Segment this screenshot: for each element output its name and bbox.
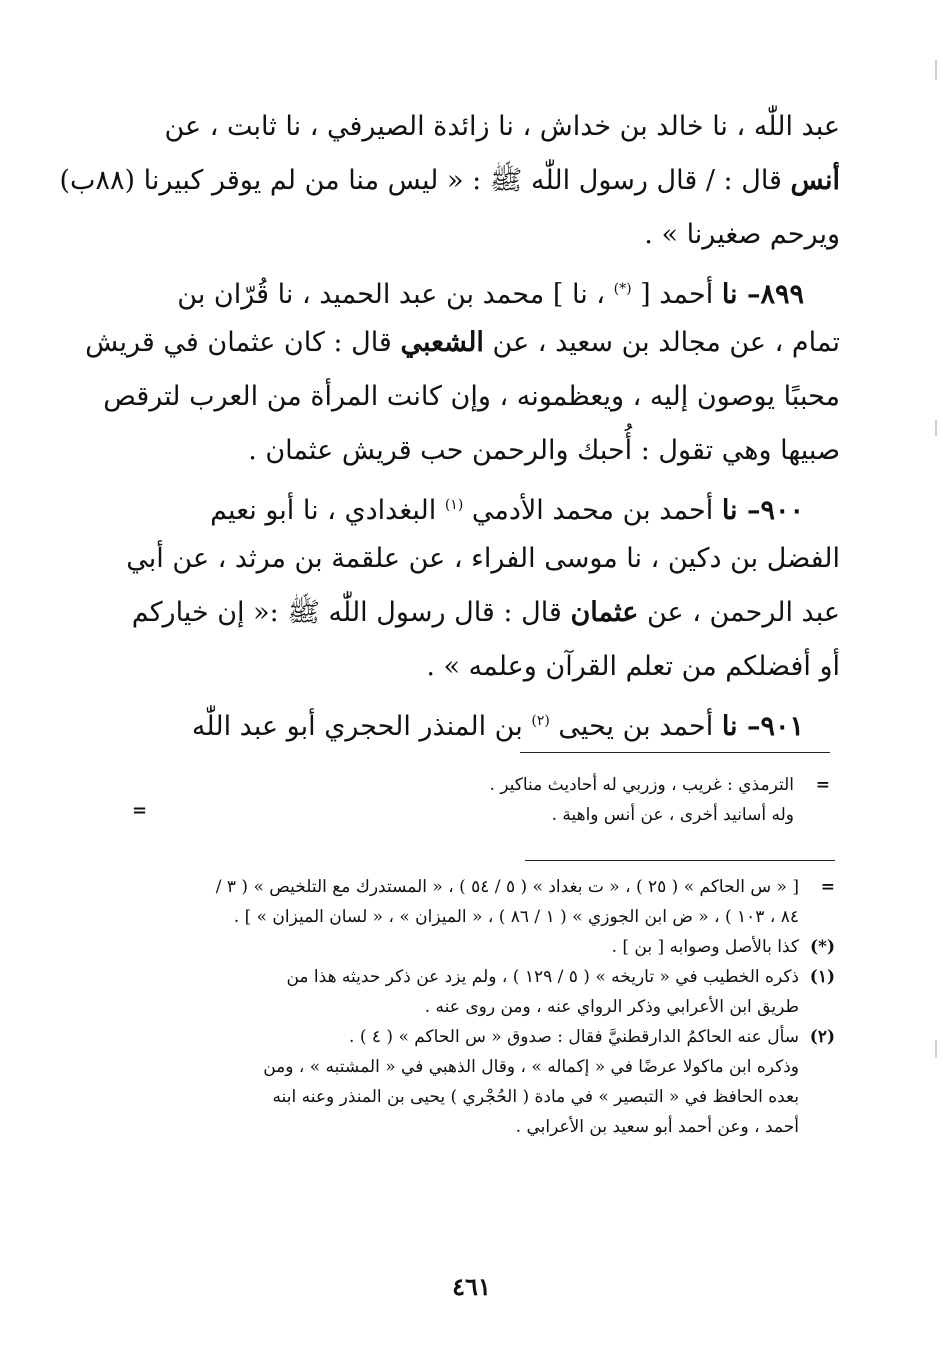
- footnote-line: وله أسانيد أخرى ، عن أنس واهية .: [551, 805, 794, 825]
- highlight-name: أنس: [790, 165, 840, 196]
- scan-edge-mark: [935, 420, 937, 436]
- footnote-ref: (*): [613, 281, 632, 297]
- text-line: ويرحم صغيرنا » .: [644, 219, 840, 250]
- main-text: [59, 100, 840, 748]
- text-span: أحمد بن محمد الأدمي: [471, 495, 714, 526]
- highlight-name: عثمان: [570, 597, 639, 628]
- text-span: قال : كان عثمان في قريش: [85, 327, 392, 358]
- footnote-star: [115, 932, 835, 962]
- scan-edge-mark: [935, 1040, 937, 1058]
- text-line: محببًا يوصون إليه ، ويعظمونه ، وإن كانت المرأة من العرب لترقص: [103, 381, 840, 412]
- hadith-number: ٩٠١– نا: [721, 711, 804, 742]
- text-line: [128, 586, 840, 640]
- text-line: [85, 316, 840, 370]
- text-span: البغدادي ، نا أبو نعيم: [210, 495, 437, 526]
- footnote-line: وذكره ابن ماكولا عرضًا في « إكماله » ، وقال الذهبي في « المشتبه » ، ومن: [263, 1057, 799, 1077]
- footnote-line: أحمد ، وعن أحمد أبو سعيد بن الأعرابي .: [515, 1117, 799, 1137]
- hadith-heading-900: [128, 478, 840, 532]
- text-span: عبد الرحمن ، عن: [646, 597, 840, 628]
- scan-edge-mark: [935, 60, 937, 80]
- footnote-line: [330, 770, 830, 800]
- page-number: ٤٦١: [452, 1272, 491, 1301]
- footnote-2: [115, 1022, 835, 1052]
- footnote-text: [ « س الحاكم » ( ٢٥ ) ، « ت بغداد » ( ٥ / ٥٤ ) ، « المستدرك مع التلخيص » ( ٣ /: [215, 877, 799, 897]
- footnote-text: ذكره الخطيب في « تاريخه » ( ٥ / ١٢٩ ) ، ولم يزد عن ذكر حديثه هذا من: [286, 967, 799, 987]
- continuation-mark: =: [820, 877, 835, 897]
- footnote-mark: (١): [809, 967, 835, 987]
- text-line: أو أفضلكم من تعلم القرآن وعلمه » .: [426, 651, 840, 682]
- footnote-mark: (*): [810, 937, 835, 957]
- footnote-ref: (١): [444, 497, 464, 513]
- footnote-text: الترمذي : غريب ، وزربي له أحاديث مناكير .: [489, 775, 794, 795]
- footnote-line: ٨٤ ، ١٠٣ ) ، « ض ابن الجوزي » ( ١ / ٨٦ ) ، « الميزان » ، « لسان الميزان » ] .: [233, 907, 799, 927]
- footnote-text: سأل عنه الحاكمُ الدارقطنيَّ فقال : صدوق « س الحاكم » ( ٤ ) .: [349, 1027, 799, 1047]
- footnote-divider: [525, 860, 835, 861]
- text-span: تمام ، عن مجالد بن سعيد ، عن: [492, 327, 840, 358]
- continuation-mark: =: [815, 775, 830, 795]
- footnote-1: [115, 962, 835, 992]
- hadith-heading-901: [128, 694, 840, 748]
- text-line: [59, 154, 840, 208]
- text-span: قال : قال رسول اللّٰه ﷺ :« إن خياركم: [131, 597, 562, 628]
- footnote-ref: (٢): [531, 713, 550, 729]
- highlight-name: الشعبي: [400, 327, 484, 358]
- footnote-divider: [520, 752, 830, 753]
- text-span: قال : / قال رسول اللّٰه ﷺ : « ليس منا من لم يوقر كبيرنا (٨٨ب): [59, 165, 782, 196]
- footnote-mark: (٢): [809, 1027, 835, 1047]
- text-span: أحمد بن يحيى: [558, 711, 714, 742]
- hadith-heading-899: [128, 262, 840, 316]
- text-span: ، نا ] محمد بن عبد الحميد ، نا قُرّان بن: [177, 279, 606, 310]
- text-line: عبد اللّٰه ، نا خالد بن خداش ، نا زائدة الصيرفي ، نا ثابت ، عن: [164, 111, 840, 142]
- hadith-number: ٩٠٠– نا: [721, 495, 804, 526]
- text-span: أحمد [: [640, 279, 714, 310]
- footnotes-bottom: [115, 872, 835, 1142]
- footnotes-top: [330, 770, 830, 830]
- footnote-line: بعده الحافظ في « التبصير » في مادة ( الحُجْري ) يحيى بن المنذر وعنه ابنه: [272, 1087, 799, 1107]
- continuation-mark: =: [132, 800, 148, 821]
- footnote-text: كذا بالأصل وصوابه [ بن ] .: [611, 937, 799, 957]
- footnote-line: [115, 872, 835, 902]
- text-line: صبيها وهي تقول : أُحبك والرحمن حب قريش عثمان .: [248, 435, 840, 466]
- text-span: بن المنذر الحجري أبو عبد اللّٰه: [191, 711, 523, 742]
- footnote-line: طريق ابن الأعرابي وذكر الرواي عنه ، ومن روى عنه .: [424, 997, 799, 1017]
- text-line: الفضل بن دكين ، نا موسى الفراء ، عن علقمة بن مرثد ، عن أبي: [126, 543, 840, 574]
- hadith-number: ٨٩٩– نا: [721, 279, 804, 310]
